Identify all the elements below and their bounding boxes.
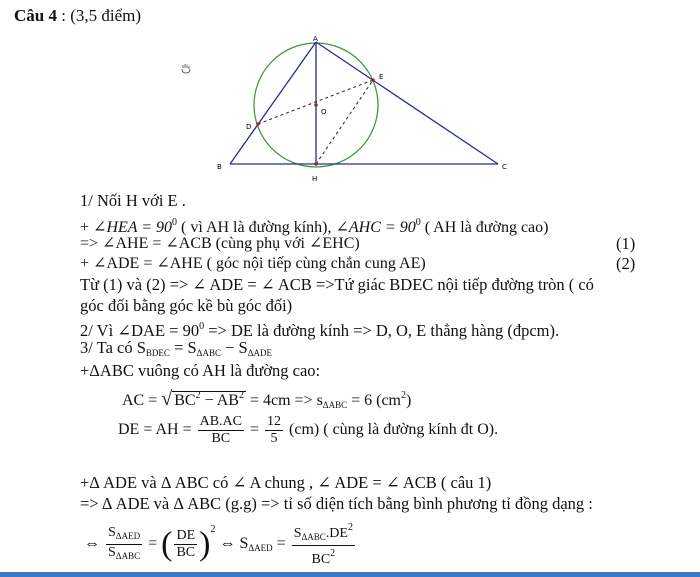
- f-lparen: (: [161, 525, 173, 563]
- part1-heading: 1/ Nối H với E .: [80, 191, 186, 210]
- ac-b: BC: [174, 392, 196, 409]
- p2-text-a: 2/ Vì ∠DAE = 90: [80, 321, 200, 340]
- triangle-circle-diagram: [200, 34, 530, 184]
- label-c: C: [502, 163, 507, 171]
- p3-b: BDEC: [145, 348, 170, 358]
- f-num1: [106, 525, 142, 545]
- part1-line4: Từ (1) và (2) => ∠ ADE = ∠ ACB =>Tứ giác BDEC nội tiếp đường tròn ( có: [80, 275, 594, 294]
- f-num1-sub: ΔAED: [115, 530, 141, 541]
- part1-line2: => ∠AHE = ∠ACB (cùng phụ với ∠EHC): [80, 235, 360, 252]
- ac-d: − AB: [200, 392, 239, 409]
- p3-f: ΔADE: [247, 348, 272, 358]
- l1-deg1: 0: [172, 217, 178, 228]
- segment-he: [316, 80, 373, 164]
- f-num3-sub: ΔABC: [301, 532, 326, 543]
- part3-line6: => Δ ADE và Δ ABC (g.g) => tỉ số diện tích bằng bình phương tỉ đồng dạng :: [80, 494, 593, 513]
- f-c: ⇔ S: [215, 535, 249, 552]
- ac-g: ΔABC: [322, 400, 348, 410]
- eq-number-2: (2): [616, 254, 636, 273]
- ac-c: 2: [195, 390, 201, 401]
- ac-equation: AC = √ $BC^2 - AB^2 = 4cm => s_{\Delta ABC} = 6$ $(cm^2)$: [122, 388, 412, 410]
- f-num3: [292, 520, 355, 546]
- de-den2: 5: [270, 431, 278, 446]
- f-rparen: ): [199, 525, 211, 563]
- bottom-border: [0, 572, 700, 577]
- l1-angle-ahc: ∠AHC = 90: [335, 219, 416, 236]
- label-d: D: [246, 123, 252, 131]
- f-frac1: [106, 525, 142, 564]
- part3-line1: [80, 338, 272, 363]
- l1-reason1: ( vì AH là đường kính),: [177, 219, 336, 236]
- de-den1: BC: [211, 431, 231, 446]
- f-num2: DE: [174, 528, 197, 545]
- ac-e: 2: [238, 390, 244, 401]
- de-frac1: [198, 414, 244, 447]
- f-square: 2: [210, 524, 216, 535]
- de-equation: [118, 414, 498, 447]
- f-den2: BC: [176, 544, 196, 560]
- p2-deg: 0: [199, 321, 205, 332]
- ac-sqrt: [172, 391, 246, 409]
- f-den1: [106, 545, 142, 564]
- ac-j: ): [406, 392, 412, 409]
- p3-a: 3/ Ta có S: [80, 338, 146, 357]
- f-num3-sq: 2: [347, 522, 353, 534]
- f-d: =: [272, 535, 290, 552]
- p2-text-c: => DE là đường kính => D, O, E thẳng hàng (đpcm).: [204, 321, 560, 340]
- f-den1-s: S: [108, 544, 116, 560]
- final-equation: [84, 520, 357, 568]
- l1-deg2: 0: [415, 217, 421, 228]
- f-num1-s: S: [108, 524, 116, 540]
- de-c: (cm) ( cùng là đường kính đt O).: [285, 421, 499, 439]
- point-h: [314, 162, 318, 166]
- hand-cursor-icon: [180, 62, 192, 74]
- p3-c: = S: [169, 338, 197, 357]
- f-den3-sq: 2: [330, 548, 336, 560]
- f-frac2: [174, 528, 197, 561]
- ac-f: = 4cm => s: [245, 392, 323, 409]
- de-num1: AB.AC: [199, 414, 243, 429]
- f-den1-sub: ΔABC: [115, 550, 141, 561]
- ac-i: 2: [401, 390, 406, 401]
- f-num3-de: .DE: [325, 526, 348, 542]
- question-number: Câu 4: [14, 6, 57, 25]
- part3-line2: +ΔABC vuông có AH là đường cao:: [80, 361, 321, 380]
- point-o: [314, 103, 318, 107]
- de-num2: 12: [267, 414, 282, 429]
- l1-angle-hea: ∠HEA = 90: [93, 219, 173, 236]
- l1-reason2: ( AH là đường cao): [420, 219, 549, 236]
- point-d: [256, 122, 260, 126]
- de-a: DE = AH =: [118, 421, 196, 439]
- label-a: A: [313, 35, 318, 43]
- label-h: H: [312, 175, 318, 183]
- f-num3-s: S: [293, 526, 302, 542]
- f-c-sub: ΔAED: [248, 543, 273, 553]
- geometry-figure: [200, 34, 530, 189]
- part1-line5: góc đối bằng góc kề bù góc đối): [80, 296, 293, 315]
- question-points: : (3,5 điểm): [56, 6, 142, 25]
- ac-a: AC =: [122, 392, 162, 409]
- part3-line5: +Δ ADE và Δ ABC có ∠ A chung , ∠ ADE = ∠ ACB ( câu 1): [80, 473, 492, 492]
- f-b: =: [144, 535, 162, 552]
- ac-h: = 6 (cm: [347, 392, 401, 409]
- p3-e: − S: [220, 338, 248, 357]
- l1-plus: +: [80, 219, 94, 236]
- eq-number-1: (1): [616, 234, 636, 253]
- f-den3-bc: BC: [311, 552, 331, 568]
- f-den3: [292, 546, 355, 568]
- part1-line3: + ∠ADE = ∠AHE ( góc nội tiếp cùng chắn cung AE): [80, 255, 426, 272]
- label-e: E: [379, 73, 384, 81]
- label-b: B: [217, 163, 222, 171]
- label-o: O: [321, 108, 327, 116]
- f-frac3: [292, 520, 355, 568]
- segment-ac: [316, 42, 498, 164]
- question-title: [14, 6, 141, 26]
- f-a: ⇔: [84, 535, 104, 552]
- de-frac2: [265, 414, 283, 447]
- point-e: [371, 78, 375, 82]
- p3-d: ΔABC: [196, 348, 221, 358]
- de-b: =: [246, 421, 264, 439]
